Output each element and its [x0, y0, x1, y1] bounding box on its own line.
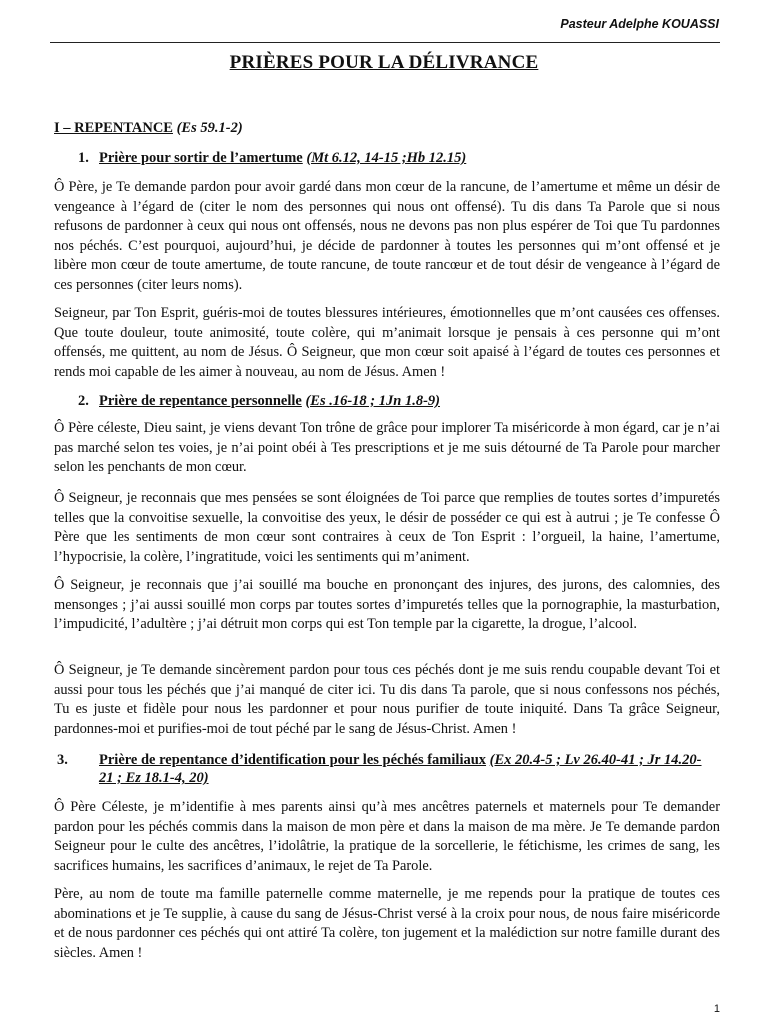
prayer-title: Prière de repentance personnelle — [99, 393, 302, 409]
prayer-title: Prière pour sortir de l’amertume — [99, 150, 303, 166]
prayer-number: 3. — [57, 752, 68, 768]
section-heading — [54, 120, 243, 137]
paragraph: Ô Seigneur, je reconnais que mes pensées se sont éloignées de Toi parce que remplies de toutes sortes d’impuretés telles que la convoitise sexuelle, la convoitise des yeux, le désir de posséder ce qui est à autrui ; je Te confesse Ô Père que les sentiments de mon cœur sont contraires à ceux de Ton Esprit : l’orgueil, la haine, l’amertume, l’hypocrisie, la colère, l’ingratitude, voici les sentiments qui m’animent. — [54, 490, 720, 565]
prayer-heading-2 — [78, 392, 718, 410]
paragraph: Ô Père céleste, Dieu saint, je viens devant Ton trône de grâce pour implorer Ta miséricorde à mon égard, car je n’ai pas marché selon tes voies, je n’ai point obéi à Tes prescriptions et je me suis détourné de Ta Parole pour marcher selon les penchants de mon cœur. — [54, 420, 720, 476]
prayer-number: 1. — [78, 150, 89, 166]
page-title: PRIÈRES POUR LA DÉLIVRANCE — [229, 52, 539, 73]
paragraph: Ô Seigneur, je reconnais que j’ai souillé ma bouche en prononçant des injures, des jurons, des calomnies, des mensonges ; j’ai aussi souillé mon corps par toutes sortes d’impuretés telles que la pornographie, la masturbation, l’impudicité, l’adultère ; j’ai détruit mon corps qui est Ton temple par la cigarette, la drogue, l’alcool. — [54, 577, 720, 633]
paragraph: Ô Père, je Te demande pardon pour avoir gardé dans mon cœur de la rancune, de l’amertume et même un désir de vengeance à l’égard de (citer le nom des personnes qui nous ont offensé). Tu dis dans Ta Parole que si nous refusons de pardonner à ceux qui nous ont offensés, nous ne devons pas non plus espérer de Toi que Tu pardonnes nos péchés. C’est pourquoi, aujourd’hui, je décide de pardonner à toutes les personnes qui m’ont offensé et je libère mon cœur de toute amertume, de toute rancune, de toute rancœur et de tout désir de vengeance à l’égard de ces personnes (citer leurs noms). — [54, 179, 720, 293]
paragraph: Seigneur, par Ton Esprit, guéris-moi de toutes blessures intérieures, émotionnelles que m’ont causées ces offenses. Que toute douleur, toute animosité, toute colère, qui m’animait lorsque je pensais à ces personne qui m’ont offensés, me quittent, au nom de Jésus. Ô Seigneur, que mon cœur soit apaisé à l’égard de toutes ces personnes et rends moi capable de les aimer à nouveau, au nom de Jésus. Amen ! — [54, 305, 720, 380]
prayer-title: Prière de repentance d’identification pour les péchés familiaux — [99, 752, 487, 768]
paragraph: Père, au nom de toute ma famille paternelle comme maternelle, je me repends pour la pratique de toutes ces abominations et je Te supplie, à cause du sang de Jésus-Christ versé à la croix pour nous, de nous faire miséricorde et de nous pardonner ces péchés qui ont attiré Ta colère, ton jugement et la malédiction sur notre famille durant des siècles. Amen ! — [54, 886, 720, 961]
prayer-ref: (Es .16-18 ; 1Jn 1.8-9) — [305, 393, 440, 409]
prayer-number: 2. — [78, 393, 89, 409]
prayer-ref: (Ex 20.4-5 ; Lv 26.40-41 ; Jr 14.20-21 ; Ez 18.1-4, 20) — [99, 752, 702, 786]
author-name: Pasteur Adelphe KOUASSI — [560, 17, 719, 31]
prayer-heading-3 — [57, 751, 710, 787]
section-ref: (Es 59.1-2) — [176, 120, 243, 136]
prayer-heading-1 — [78, 149, 718, 167]
prayer-ref: (Mt 6.12, 14-15 ;Hb 12.15) — [306, 150, 467, 166]
page-number: 1 — [713, 1003, 720, 1015]
section-label: I – REPENTANCE — [54, 120, 173, 136]
paragraph: Ô Seigneur, je Te demande sincèrement pardon pour tous ces péchés dont je me suis rendu coupable devant Toi et aussi pour tous les péchés que j’ai manqué de citer ici. Tu dis dans Ta parole, que si nous confessons nos péchés, Tu es juste et fidèle pour nous les pardonner et pour nous purifier de toute iniquité. Dans Ta grâce Seigneur, pardonnes-moi et purifies-moi de tout péché par le sang de Jésus-Christ. Amen ! — [54, 662, 720, 737]
paragraph: Ô Père Céleste, je m’identifie à mes parents ainsi qu’à mes ancêtres paternels et maternels pour Te demander pardon pour les péchés commis dans la maison de mon père et dans la maison de ma mère. Je Te demande pardon Seigneur pour le culte des ancêtres, l’idolâtrie, la pratique de la sorcellerie, le fétichisme, les crimes de sang, les sacrifices humains, les sacrifices d’animaux, le rejet de Ta Parole. — [54, 799, 720, 874]
header-rule — [50, 42, 720, 43]
